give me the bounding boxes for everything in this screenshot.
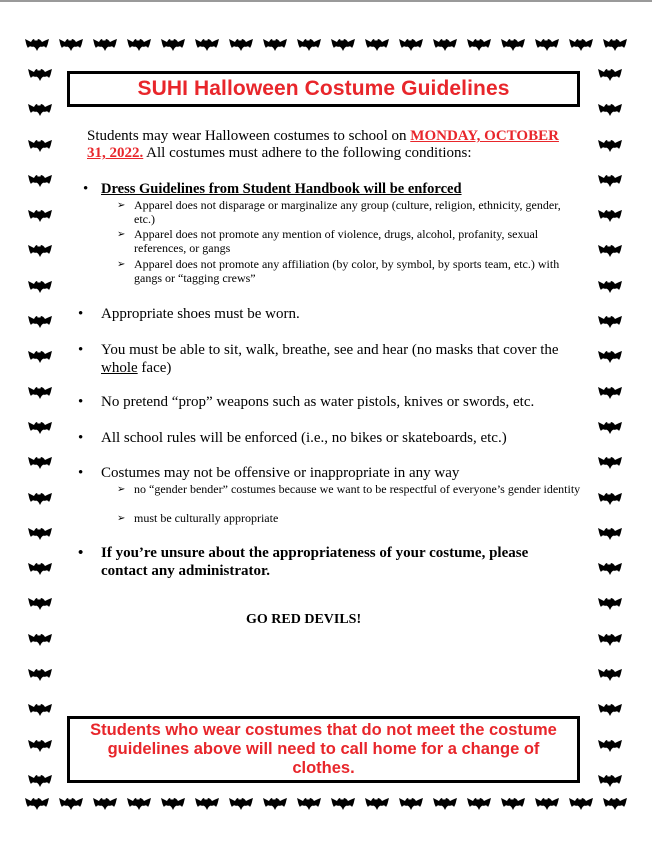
bat-icon [160, 36, 186, 52]
costume-date: MONDAY, OCTOBER 31, 2022. [87, 128, 559, 161]
bat-icon [568, 36, 594, 52]
bat-icon [27, 348, 53, 364]
dress-guidelines-heading: Dress Guidelines from Student Handbook will be enforced [101, 181, 462, 197]
bat-border-left [27, 66, 55, 788]
bat-icon [228, 795, 254, 811]
bat-icon [27, 666, 53, 682]
bat-icon [534, 795, 560, 811]
bat-icon [27, 384, 53, 400]
bullet-icon: • [78, 394, 84, 410]
footer-box [67, 716, 580, 783]
dress-item-text: Apparel does not promote any affiliation (by color, by symbol, by sports team, etc.) with gangs or “tagging crews” [134, 257, 560, 285]
dress-item-text: Apparel does not disparage or marginalize any group (culture, religion, ethnicity, gender, etc.) [134, 198, 561, 226]
bat-icon [597, 242, 623, 258]
rule-text: Costumes may not be offensive or inappropriate in any way [101, 465, 460, 481]
bat-icon [24, 36, 50, 52]
bat-icon [398, 795, 424, 811]
bat-icon [597, 313, 623, 329]
bat-icon [500, 795, 526, 811]
bat-icon [58, 795, 84, 811]
bat-icon [602, 795, 628, 811]
bat-icon [27, 278, 53, 294]
bat-icon [262, 795, 288, 811]
bat-icon [602, 36, 628, 52]
bat-icon [27, 560, 53, 576]
bat-icon [432, 36, 458, 52]
bat-icon [27, 595, 53, 611]
page-title: SUHI Halloween Costume Guidelines [137, 77, 510, 100]
bat-icon [597, 278, 623, 294]
bat-icon [597, 595, 623, 611]
bat-icon [597, 631, 623, 647]
bat-border-top [24, 36, 628, 58]
bat-icon [92, 795, 118, 811]
dress-item-text: Apparel does not promote any mention of violence, drugs, alcohol, profanity, sexual references, or gangs [134, 227, 539, 255]
bat-icon [364, 795, 390, 811]
rule-text: Appropriate shoes must be worn. [101, 306, 300, 322]
bat-icon [24, 795, 50, 811]
bat-icon [27, 242, 53, 258]
intro-paragraph [87, 128, 567, 162]
offensive-item-text: must be culturally appropriate [134, 511, 279, 525]
bat-icon [597, 207, 623, 223]
arrow-icon: ➢ [117, 513, 126, 524]
bat-icon [296, 36, 322, 52]
bat-icon [160, 795, 186, 811]
bat-icon [500, 36, 526, 52]
bat-icon [27, 137, 53, 153]
bat-icon [27, 419, 53, 435]
bat-icon [330, 795, 356, 811]
bat-icon [27, 525, 53, 541]
arrow-icon: ➢ [117, 259, 126, 270]
bat-icon [466, 36, 492, 52]
bat-icon [194, 795, 220, 811]
rule-text: If you’re unsure about the appropriateness of your costume, please contact any administrator. [101, 545, 529, 579]
bullet-icon: • [78, 430, 84, 446]
intro-text-after: All costumes must adhere to the following conditions: [143, 145, 472, 161]
bat-icon [27, 172, 53, 188]
bat-border-bottom [24, 795, 628, 817]
bat-icon [432, 795, 458, 811]
bat-icon [597, 419, 623, 435]
bat-icon [27, 101, 53, 117]
offensive-item-text: no “gender bender” costumes because we want to be respectful of everyone’s gender identity [134, 482, 581, 496]
bat-icon [597, 454, 623, 470]
bat-border-right [597, 66, 625, 788]
rule-text: No pretend “prop” weapons such as water pistols, knives or swords, etc. [101, 394, 535, 410]
bat-icon [27, 207, 53, 223]
slogan: GO RED DEVILS! [246, 612, 362, 627]
bat-icon [27, 701, 53, 717]
rule-masks-after: face) [137, 360, 172, 376]
bat-icon [597, 666, 623, 682]
bat-icon [27, 66, 53, 82]
bat-icon [58, 36, 84, 52]
title-box [67, 71, 580, 107]
bat-icon [597, 101, 623, 117]
bat-icon [126, 795, 152, 811]
arrow-icon: ➢ [117, 229, 126, 240]
footer-warning: Students who wear costumes that do not meet the costume guidelines above will need to call home for a change of clothes. [90, 721, 557, 777]
page-top-rule [0, 0, 652, 2]
rule-masks-before: You must be able to sit, walk, breathe, see and hear (no masks that cover the [101, 342, 559, 358]
bat-icon [597, 384, 623, 400]
rule-text [101, 341, 566, 377]
bat-icon [597, 172, 623, 188]
intro-text-before: Students may wear Halloween costumes to school on [87, 128, 411, 144]
bat-icon [27, 313, 53, 329]
bat-icon [597, 66, 623, 82]
bullet-icon: • [78, 342, 84, 358]
bat-icon [228, 36, 254, 52]
bat-icon [330, 36, 356, 52]
bat-icon [568, 795, 594, 811]
bat-icon [126, 36, 152, 52]
bullet-icon: • [78, 465, 84, 481]
bat-icon [27, 490, 53, 506]
arrow-icon: ➢ [117, 200, 126, 211]
bat-icon [27, 454, 53, 470]
bat-icon [398, 36, 424, 52]
bat-icon [597, 137, 623, 153]
bat-icon [597, 560, 623, 576]
rule-masks-emphasis: whole [101, 360, 138, 376]
bat-icon [597, 490, 623, 506]
bat-icon [296, 795, 322, 811]
bat-icon [597, 772, 623, 788]
bullet-icon: • [78, 545, 84, 561]
bat-icon [27, 631, 53, 647]
bat-icon [466, 795, 492, 811]
bat-icon [534, 36, 560, 52]
bat-icon [597, 348, 623, 364]
bat-icon [92, 36, 118, 52]
bat-icon [27, 772, 53, 788]
bat-icon [364, 36, 390, 52]
bat-icon [597, 525, 623, 541]
bat-icon [597, 737, 623, 753]
arrow-icon: ➢ [117, 484, 126, 495]
bullet-icon: • [83, 181, 89, 197]
bat-icon [262, 36, 288, 52]
bat-icon [597, 701, 623, 717]
rule-text: All school rules will be enforced (i.e., no bikes or skateboards, etc.) [101, 430, 507, 446]
bat-icon [27, 737, 53, 753]
bullet-icon: • [78, 306, 84, 322]
bat-icon [194, 36, 220, 52]
